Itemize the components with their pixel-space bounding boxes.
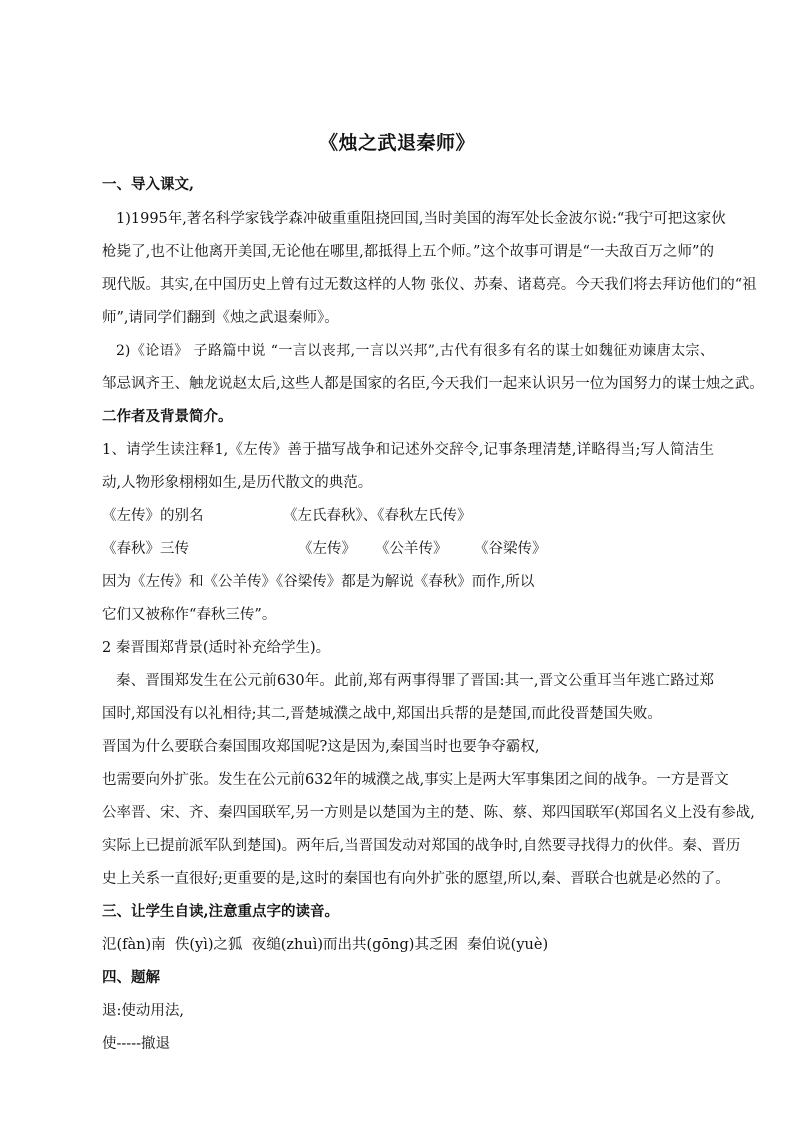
paragraph-line: 1)1995年,著名科学家钱学森冲破重重阻挠回国,当时美国的海军处长金波尔说:“我宁可把这家伙 bbox=[116, 211, 726, 227]
paragraph-line: 师”,请同学们翻到《烛之武退秦师》。 bbox=[102, 310, 339, 326]
paragraph-line: 因为《左传》和《公羊传》《谷梁传》都是为解说《春秋》而作,所以 bbox=[102, 574, 535, 590]
alias-label: 《左传》的别名 bbox=[102, 508, 204, 524]
section-heading-reading: 三、让学生自读,注意重点字的读音。 bbox=[102, 903, 340, 920]
paragraph-line: 使-----撤退 bbox=[102, 1036, 170, 1052]
paragraph-line: 邹忌讽齐王、触龙说赵太后,这些人都是国家的名臣,今天我们一起来认识另一位为国努力的谋士烛之武。 bbox=[102, 376, 764, 392]
paragraph-line: 也需要向外扩张。发生在公元前632年的城濮之战,事实上是两大军事集团之间的战争。一方是晋文 bbox=[102, 772, 729, 788]
paragraph-line: 2)《论语》 子路篇中说 “一言以丧邦,一言以兴邦”,古代有很多有名的谋士如魏征劝谏唐太宗、 bbox=[116, 343, 714, 359]
paragraph-line: 1、请学生读注释1,《左传》善于描写战争和记述外交辞令,记事条理清楚,详略得当;写人简洁生 bbox=[102, 442, 714, 458]
paragraph-line: 2 秦晋围郑背景(适时补充给学生)。 bbox=[102, 640, 331, 656]
paragraph-line: 国时,郑国没有以礼相待;其二,晋楚城濮之战中,郑国出兵帮的是楚国,而此役晋楚国失败。 bbox=[102, 706, 662, 722]
section-heading-intro: 一、导入课文, bbox=[102, 176, 195, 193]
section-heading-title-explanation: 四、题解 bbox=[102, 969, 160, 986]
commentary-zuozhuan: 《左传》 bbox=[298, 541, 356, 557]
paragraph-line: 公率晋、宋、齐、秦四国联军,另一方则是以楚国为主的楚、陈、蔡、郑四国联军(郑国名义上没有参战, bbox=[102, 805, 755, 821]
three-commentaries-label: 《春秋》三传 bbox=[102, 541, 189, 557]
paragraph-line: 实际上已提前派军队到楚国)。两年后,当晋国发动对郑国的战争时,自然要寻找得力的伙伴。秦、晋历 bbox=[102, 838, 741, 854]
paragraph-line: 现代版。其实,在中国历史上曾有过无数这样的人物 张仪、苏秦、诸葛亮。今天我们将去拜访他们的“祖 bbox=[102, 277, 757, 293]
paragraph-line: 退:使动用法, bbox=[102, 1003, 184, 1019]
paragraph-line: 它们又被称作“春秋三传”。 bbox=[102, 607, 277, 623]
pronunciation-line: 氾(fàn)南 佚(yì)之狐 夜缒(zhuì)而出共(gōng)其乏困 秦伯说(yuè) bbox=[102, 937, 549, 953]
paragraph-line: 动,人物形象栩栩如生,是历代散文的典范。 bbox=[102, 475, 373, 491]
commentary-gongyang: 《公羊传》 bbox=[375, 541, 448, 557]
paragraph-line: 史上关系一直很好;更重要的是,这时的秦国也有向外扩张的愿望,所以,秦、晋联合也就是必然的了。 bbox=[102, 871, 730, 887]
section-heading-author: 二作者及背景简介。 bbox=[102, 408, 233, 425]
paragraph-line: 晋国为什么要联合秦国围攻郑国呢?这是因为,秦国当时也要争夺霸权, bbox=[102, 739, 540, 755]
document-title: 《烛之武退秦师》 bbox=[318, 132, 475, 154]
paragraph-line: 枪毙了,也不让他离开美国,无论他在哪里,都抵得上五个师。”这个故事可谓是“一夫敌百万之师”的 bbox=[102, 244, 714, 260]
alias-value: 《左氏春秋》、《春秋左氏传》 bbox=[283, 508, 472, 524]
paragraph-line: 秦、晋围郑发生在公元前630年。此前,郑有两事得罪了晋国:其一,晋文公重耳当年逃亡路过郑 bbox=[116, 673, 714, 689]
commentary-guliang: 《谷梁传》 bbox=[474, 541, 547, 557]
